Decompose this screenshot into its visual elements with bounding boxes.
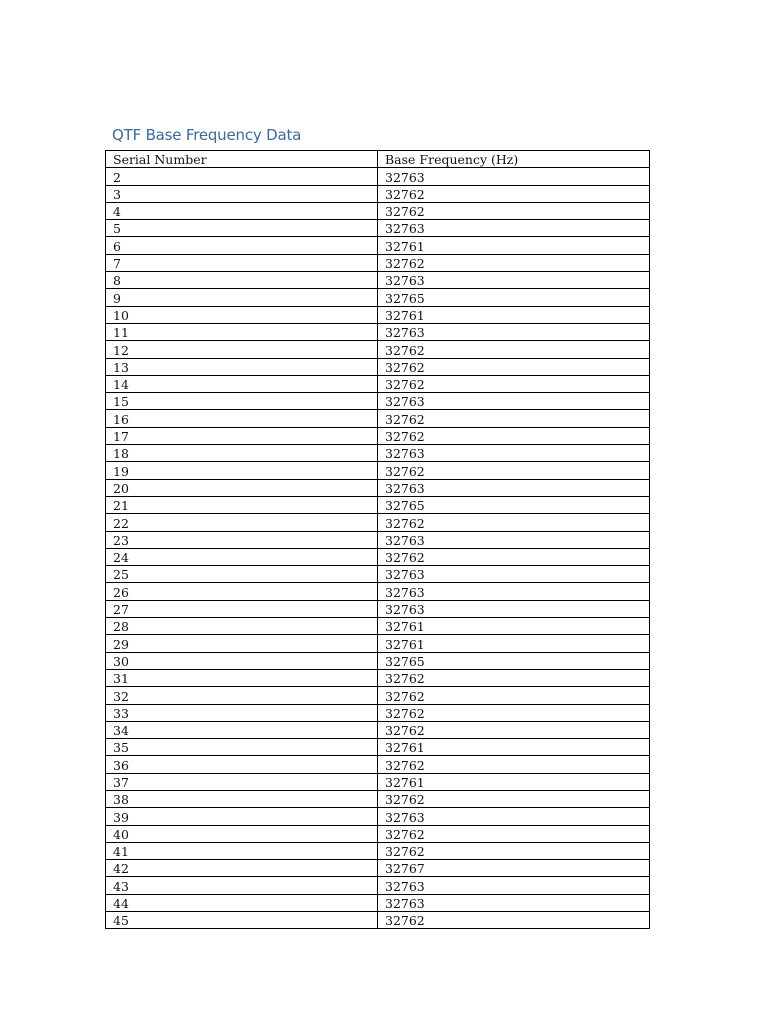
base-frequency-cell: 32763 <box>378 479 650 496</box>
serial-number-cell: 40 <box>106 825 378 842</box>
serial-number-cell: 8 <box>106 272 378 289</box>
serial-number-cell: 17 <box>106 427 378 444</box>
table-row <box>106 531 650 548</box>
table-row <box>106 237 650 254</box>
serial-number-cell: 32 <box>106 687 378 704</box>
base-frequency-cell: 32762 <box>378 756 650 773</box>
table-row <box>106 652 650 669</box>
serial-number-cell: 43 <box>106 877 378 894</box>
base-frequency-cell: 32762 <box>378 202 650 219</box>
table-header-row <box>106 151 650 168</box>
serial-number-cell: 23 <box>106 531 378 548</box>
base-frequency-cell: 32762 <box>378 687 650 704</box>
base-frequency-cell: 32761 <box>378 773 650 790</box>
base-frequency-cell: 32763 <box>378 566 650 583</box>
frequency-table <box>105 150 650 929</box>
table-row <box>106 496 650 513</box>
column-header-base-frequency: Base Frequency (Hz) <box>378 151 650 168</box>
serial-number-cell: 10 <box>106 306 378 323</box>
serial-number-cell: 30 <box>106 652 378 669</box>
base-frequency-cell: 32763 <box>378 323 650 340</box>
table-row <box>106 548 650 565</box>
table-row <box>106 790 650 807</box>
column-header-serial-number: Serial Number <box>106 151 378 168</box>
table-row <box>106 894 650 911</box>
serial-number-cell: 6 <box>106 237 378 254</box>
table-row <box>106 445 650 462</box>
table-row <box>106 566 650 583</box>
base-frequency-cell: 32763 <box>378 808 650 825</box>
table-row <box>106 739 650 756</box>
base-frequency-cell: 32762 <box>378 721 650 738</box>
table-row <box>106 704 650 721</box>
serial-number-cell: 29 <box>106 635 378 652</box>
base-frequency-cell: 32762 <box>378 358 650 375</box>
serial-number-cell: 18 <box>106 445 378 462</box>
base-frequency-cell: 32767 <box>378 860 650 877</box>
base-frequency-cell: 32761 <box>378 739 650 756</box>
serial-number-cell: 45 <box>106 912 378 929</box>
serial-number-cell: 13 <box>106 358 378 375</box>
table-row <box>106 773 650 790</box>
base-frequency-cell: 32765 <box>378 652 650 669</box>
table-row <box>106 514 650 531</box>
base-frequency-cell: 32762 <box>378 842 650 859</box>
base-frequency-cell: 32763 <box>378 272 650 289</box>
serial-number-cell: 19 <box>106 462 378 479</box>
table-row <box>106 341 650 358</box>
serial-number-cell: 41 <box>106 842 378 859</box>
table-row <box>106 635 650 652</box>
table-row <box>106 168 650 185</box>
serial-number-cell: 37 <box>106 773 378 790</box>
serial-number-cell: 27 <box>106 600 378 617</box>
serial-number-cell: 22 <box>106 514 378 531</box>
base-frequency-cell: 32765 <box>378 289 650 306</box>
table-row <box>106 600 650 617</box>
base-frequency-cell: 32762 <box>378 548 650 565</box>
base-frequency-cell: 32761 <box>378 306 650 323</box>
serial-number-cell: 16 <box>106 410 378 427</box>
table-row <box>106 618 650 635</box>
base-frequency-cell: 32762 <box>378 254 650 271</box>
table-row <box>106 323 650 340</box>
base-frequency-cell: 32763 <box>378 877 650 894</box>
table-row <box>106 669 650 686</box>
table-row <box>106 427 650 444</box>
serial-number-cell: 31 <box>106 669 378 686</box>
table-row <box>106 877 650 894</box>
serial-number-cell: 39 <box>106 808 378 825</box>
serial-number-cell: 5 <box>106 220 378 237</box>
serial-number-cell: 4 <box>106 202 378 219</box>
table-row <box>106 808 650 825</box>
base-frequency-cell: 32761 <box>378 635 650 652</box>
base-frequency-cell: 32762 <box>378 912 650 929</box>
table-row <box>106 912 650 929</box>
serial-number-cell: 34 <box>106 721 378 738</box>
base-frequency-cell: 32765 <box>378 496 650 513</box>
table-row <box>106 375 650 392</box>
base-frequency-cell: 32763 <box>378 531 650 548</box>
serial-number-cell: 24 <box>106 548 378 565</box>
base-frequency-cell: 32762 <box>378 825 650 842</box>
base-frequency-cell: 32763 <box>378 894 650 911</box>
table-row <box>106 479 650 496</box>
table-header <box>106 151 650 168</box>
base-frequency-cell: 32761 <box>378 618 650 635</box>
serial-number-cell: 25 <box>106 566 378 583</box>
serial-number-cell: 14 <box>106 375 378 392</box>
serial-number-cell: 3 <box>106 185 378 202</box>
table-row <box>106 393 650 410</box>
serial-number-cell: 42 <box>106 860 378 877</box>
table-row <box>106 272 650 289</box>
table-body <box>106 168 650 929</box>
base-frequency-cell: 32762 <box>378 185 650 202</box>
base-frequency-cell: 32762 <box>378 375 650 392</box>
base-frequency-cell: 32762 <box>378 514 650 531</box>
base-frequency-cell: 32762 <box>378 462 650 479</box>
serial-number-cell: 2 <box>106 168 378 185</box>
serial-number-cell: 15 <box>106 393 378 410</box>
base-frequency-cell: 32762 <box>378 704 650 721</box>
base-frequency-cell: 32762 <box>378 410 650 427</box>
serial-number-cell: 20 <box>106 479 378 496</box>
serial-number-cell: 35 <box>106 739 378 756</box>
table-row <box>106 825 650 842</box>
table-row <box>106 306 650 323</box>
table-row <box>106 583 650 600</box>
base-frequency-cell: 32763 <box>378 583 650 600</box>
base-frequency-cell: 32763 <box>378 168 650 185</box>
serial-number-cell: 33 <box>106 704 378 721</box>
base-frequency-cell: 32763 <box>378 600 650 617</box>
table-row <box>106 289 650 306</box>
base-frequency-cell: 32763 <box>378 220 650 237</box>
base-frequency-cell: 32762 <box>378 427 650 444</box>
table-row <box>106 220 650 237</box>
table-row <box>106 687 650 704</box>
table-row <box>106 860 650 877</box>
table-row <box>106 202 650 219</box>
base-frequency-cell: 32762 <box>378 790 650 807</box>
table-row <box>106 410 650 427</box>
serial-number-cell: 38 <box>106 790 378 807</box>
document-title: QTF Base Frequency Data <box>112 126 302 144</box>
serial-number-cell: 26 <box>106 583 378 600</box>
base-frequency-cell: 32761 <box>378 237 650 254</box>
table-row <box>106 185 650 202</box>
serial-number-cell: 21 <box>106 496 378 513</box>
table-row <box>106 254 650 271</box>
table-row <box>106 842 650 859</box>
serial-number-cell: 7 <box>106 254 378 271</box>
table-row <box>106 721 650 738</box>
table-row <box>106 358 650 375</box>
serial-number-cell: 44 <box>106 894 378 911</box>
base-frequency-cell: 32763 <box>378 445 650 462</box>
serial-number-cell: 9 <box>106 289 378 306</box>
base-frequency-cell: 32762 <box>378 669 650 686</box>
serial-number-cell: 28 <box>106 618 378 635</box>
serial-number-cell: 12 <box>106 341 378 358</box>
base-frequency-cell: 32762 <box>378 341 650 358</box>
table-row <box>106 462 650 479</box>
serial-number-cell: 11 <box>106 323 378 340</box>
base-frequency-cell: 32763 <box>378 393 650 410</box>
table-row <box>106 756 650 773</box>
serial-number-cell: 36 <box>106 756 378 773</box>
